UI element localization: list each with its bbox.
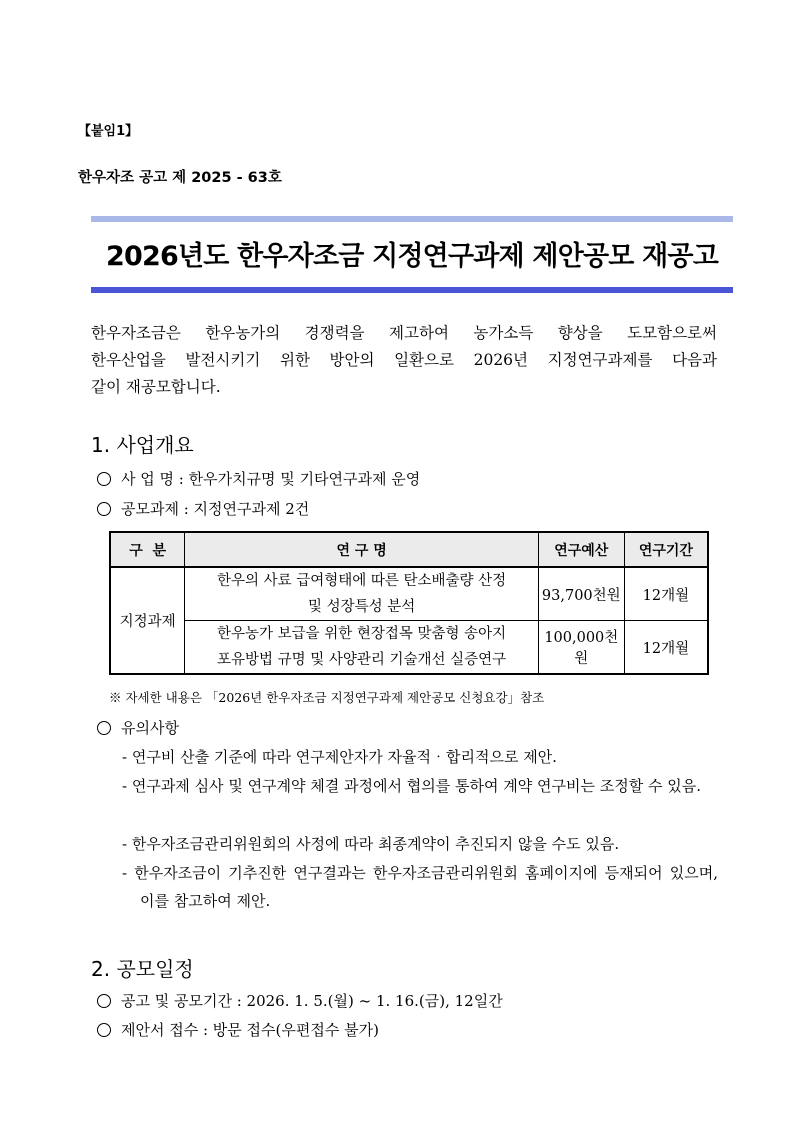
research-name-cell — [185, 567, 538, 621]
budget-cell: 100,000천원 — [538, 621, 624, 675]
caution-item — [122, 830, 718, 858]
intro-line: 같이 재공모합니다. — [91, 378, 221, 396]
submission-text: 제안서 접수 : 방문 접수(우편접수 불가) — [121, 1021, 379, 1039]
circle-bullet-icon — [97, 472, 111, 486]
section1-heading: 1. 사업개요 — [91, 433, 194, 457]
caution-item — [122, 859, 718, 915]
caution-text: - 한우자조금관리위원회의 사정에 따라 최종계약이 추진되지 않을 수도 있음. — [122, 835, 620, 853]
research-table — [109, 531, 709, 675]
schedule-period-item — [97, 990, 503, 1011]
period-cell: 12개월 — [624, 621, 708, 675]
category-cell: 지정과제 — [110, 567, 185, 674]
attachment-label: 【붙임1】 — [78, 124, 139, 139]
title-top-bar — [91, 216, 733, 222]
budget-cell: 93,700천원 — [538, 567, 624, 621]
caution-text: - 한우자조금이 기추진한 연구결과는 한우자조금관리위원회 홈페이지에 등재되어 있으며, 이를 참고하여 제안. — [122, 864, 718, 910]
circle-bullet-icon — [97, 1023, 111, 1037]
caution-text: - 연구과제 심사 및 연구계약 체결 과정에서 협의를 통하여 계약 연구비는 조정할 수 있음. — [122, 777, 701, 795]
intro-line: 한우산업을 발전시키기 위한 방안의 일환으로 2026년 지정연구과제를 다음과 — [91, 351, 717, 369]
business-name-text: 사 업 명 : 한우가치규명 및 기타연구과제 운영 — [121, 470, 421, 488]
table-header-cell: 연구예산 — [538, 532, 624, 567]
title-bottom-bar — [91, 287, 733, 293]
period-cell: 12개월 — [624, 567, 708, 621]
section2-heading: 2. 공모일정 — [91, 957, 194, 981]
caution-item — [122, 772, 718, 800]
submission-item — [97, 1019, 379, 1040]
circle-bullet-icon — [97, 502, 111, 516]
table-header-cell: 연 구 명 — [185, 532, 538, 567]
research-name-line: 한우농가 보급을 위한 현장접목 맞춤형 송아지 — [217, 626, 507, 642]
reference-note: ※ 자세한 내용은 「2026년 한우자조금 지정연구과제 제안공모 신청요강」참조 — [109, 690, 545, 705]
table-header-cell: 연구기간 — [624, 532, 708, 567]
table-header-row — [110, 532, 708, 567]
schedule-period-text: 공고 및 공모기간 : 2026. 1. 5.(월) ~ 1. 16.(금), 12일간 — [121, 992, 503, 1010]
table-row — [110, 621, 708, 675]
task-item — [97, 498, 309, 519]
circle-bullet-icon — [97, 994, 111, 1008]
cautions-item — [97, 717, 179, 738]
intro-paragraph — [91, 320, 717, 401]
research-name-cell — [185, 621, 538, 675]
research-name-line: 포유방법 규명 및 사양관리 기술개선 실증연구 — [217, 652, 507, 668]
page-title: 2026년도 한우자조금 지정연구과제 제안공모 재공고 — [106, 241, 718, 272]
notice-number: 한우자조 공고 제 2025 - 63호 — [78, 170, 282, 186]
task-text: 공모과제 : 지정연구과제 2건 — [121, 500, 310, 518]
business-name-item — [97, 468, 420, 489]
table-header-cell: 구 분 — [110, 532, 185, 567]
table-row — [110, 567, 708, 621]
intro-line: 한우자조금은 한우농가의 경쟁력을 제고하여 농가소득 향상을 도모함으로써 — [91, 324, 717, 342]
research-name-line: 한우의 사료 급여형태에 따른 탄소배출량 산정 — [217, 573, 507, 589]
caution-item — [122, 743, 718, 771]
cautions-heading: 유의사항 — [121, 719, 179, 737]
circle-bullet-icon — [97, 721, 111, 735]
research-name-line: 및 성장특성 분석 — [307, 599, 416, 615]
caution-text: - 연구비 산출 기준에 따라 연구제안자가 자율적‧합리적으로 제안. — [122, 748, 557, 766]
